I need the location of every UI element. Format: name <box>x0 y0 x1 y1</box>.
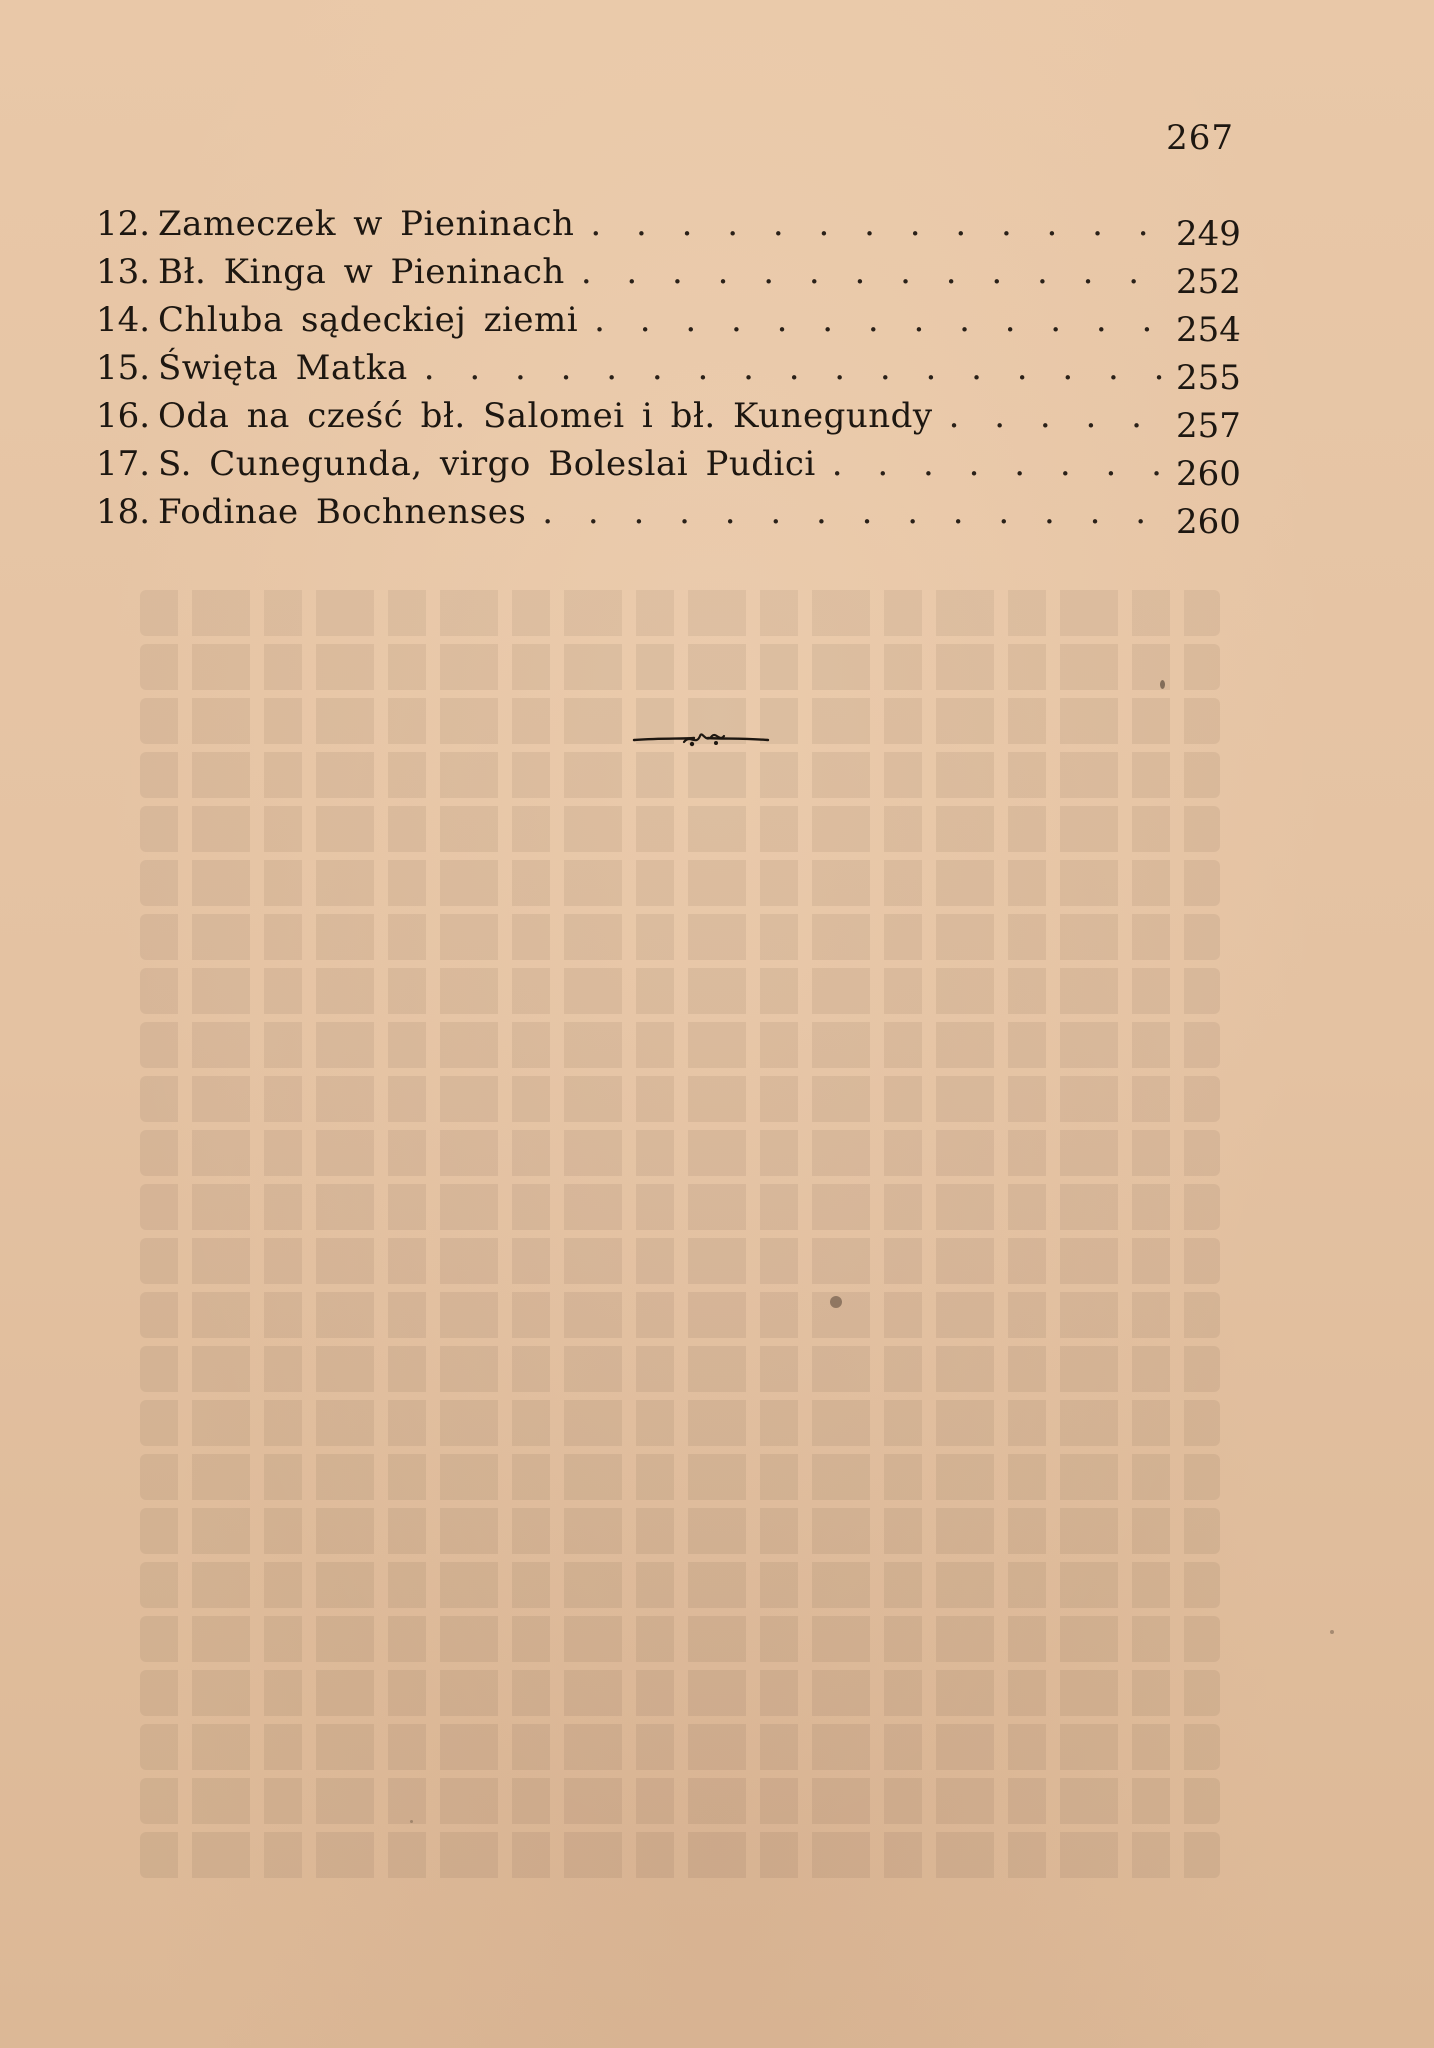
paper-speck <box>410 1820 413 1823</box>
toc-entry-title: Fodinae Bochnenses <box>158 492 527 532</box>
bleed-through-text-shadow <box>140 590 1220 1910</box>
toc-dot-leader <box>594 300 1162 340</box>
toc-entry-page: 260 <box>1176 502 1241 542</box>
toc-entry-page: 254 <box>1176 310 1241 350</box>
toc-entry <box>96 484 1241 542</box>
toc-entry <box>96 196 1241 254</box>
page-number: 267 <box>1166 118 1234 158</box>
toc-entry-title: Bł. Kinga w Pieninach <box>158 252 565 292</box>
toc-entry-title: S. Cunegunda, virgo Boleslai Pudici <box>158 444 816 484</box>
toc-entry-number: 16. <box>96 396 151 436</box>
toc-entry <box>96 292 1241 350</box>
toc-entry-page: 252 <box>1176 262 1241 302</box>
toc-dot-leader <box>542 492 1162 532</box>
decorative-divider-icon <box>632 724 770 754</box>
paper-speck <box>1330 1630 1334 1634</box>
toc-entry <box>96 340 1241 398</box>
toc-entry-title: Oda na cześć bł. Salomei i bł. Kunegundy <box>158 396 933 436</box>
toc-entry-number: 14. <box>96 300 151 340</box>
toc-dot-leader <box>424 348 1162 388</box>
toc-entry-title: Chluba sądeckiej ziemi <box>158 300 579 340</box>
paper-speck <box>830 1296 842 1308</box>
table-of-contents <box>96 196 1241 542</box>
toc-entry-number: 17. <box>96 444 151 484</box>
toc-dot-leader <box>590 204 1162 244</box>
toc-entry <box>96 388 1241 446</box>
toc-entry-page: 260 <box>1176 454 1241 494</box>
toc-entry-number: 18. <box>96 492 151 532</box>
toc-entry-number: 15. <box>96 348 151 388</box>
toc-entry-number: 13. <box>96 252 151 292</box>
toc-dot-leader <box>581 252 1162 292</box>
toc-entry-title: Zameczek w Pieninach <box>158 204 575 244</box>
toc-dot-leader <box>832 444 1162 484</box>
paper-speck <box>1160 680 1165 689</box>
toc-entry-page: 249 <box>1176 214 1241 254</box>
toc-entry-page: 255 <box>1176 358 1241 398</box>
toc-entry-page: 257 <box>1176 406 1241 446</box>
toc-entry-number: 12. <box>96 204 151 244</box>
toc-entry-title: Święta Matka <box>158 348 408 388</box>
toc-entry <box>96 244 1241 302</box>
toc-dot-leader <box>949 396 1162 436</box>
toc-entry <box>96 436 1241 494</box>
